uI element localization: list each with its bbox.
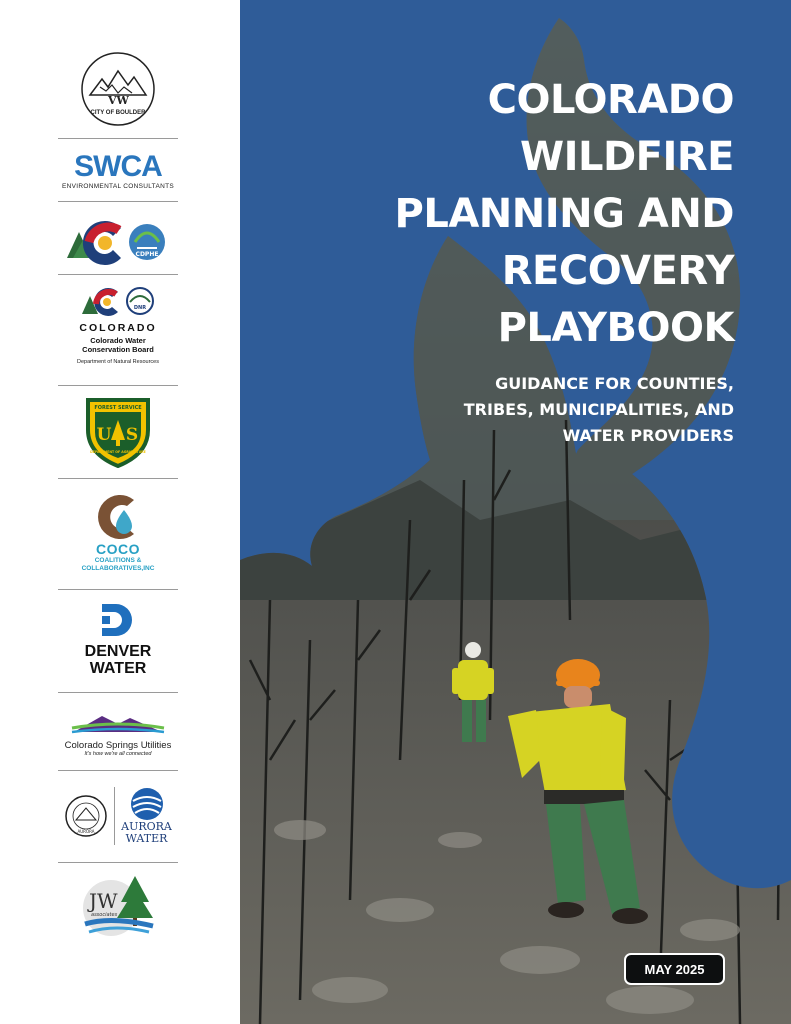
jw-sub: associates [91, 912, 118, 918]
cwcb-state: COLORADO [79, 322, 157, 334]
aurora-water-logo [58, 780, 178, 852]
cover-title [294, 72, 734, 357]
usfs-top-text: FOREST SERVICE [94, 405, 142, 411]
usfs-logo [58, 393, 178, 471]
title-line: COLORADO [487, 77, 734, 123]
coco-wordmark: COCO [96, 541, 140, 557]
colorado-dnr-icon [78, 284, 158, 318]
forest-service-shield-icon [84, 396, 152, 468]
swca-tagline: ENVIRONMENTAL CONSULTANTS [62, 182, 174, 190]
divider [58, 138, 178, 139]
publication-date-badge: MAY 2025 [624, 953, 725, 985]
aurora-water-line1: AURORA [121, 820, 172, 833]
denver-water-line1: DENVER [84, 643, 152, 660]
svg-text:VW: VW [108, 94, 129, 107]
colorado-springs-utilities-logo [58, 701, 178, 765]
csu-mountain-icon [68, 710, 168, 736]
city-of-boulder-logo [58, 48, 178, 130]
colorado-cdphe-icon [63, 212, 173, 268]
divider [58, 385, 178, 386]
denver-water-logo [58, 600, 178, 682]
usfs-bottom-text: DEPARTMENT OF AGRICULTURE [90, 450, 146, 454]
denver-water-d-icon [98, 600, 138, 640]
usfs-s: S [125, 425, 139, 445]
cdphe-badge-text: CDPHE [135, 251, 159, 258]
city-of-boulder-text: CITY OF BOULDER [90, 110, 146, 116]
coco-line1: COALITIONS & [94, 557, 142, 564]
divider [58, 862, 178, 863]
cwcb-department: Department of Natural Resources [77, 359, 159, 365]
coco-logo [58, 488, 178, 580]
divider [58, 478, 178, 479]
csu-name: Colorado Springs Utilities [64, 739, 172, 751]
denver-water-line2: WATER [89, 660, 147, 677]
jw-associates-logo [58, 872, 178, 942]
divider [58, 201, 178, 202]
swca-wordmark: SWCA [74, 149, 162, 183]
city-of-boulder-seal-icon [78, 49, 158, 129]
divider [58, 770, 178, 771]
partner-logo-sidebar [0, 0, 240, 1024]
jw-associates-icon [81, 874, 155, 940]
jw-mark: JW [89, 889, 118, 913]
csu-tagline: It's how we're all connected [84, 750, 152, 757]
cdphe-logo [58, 210, 178, 270]
aurora-water-line2: WATER [125, 832, 168, 845]
subtitle-line: GUIDANCE FOR COUNTIES, [495, 374, 734, 393]
divider [58, 274, 178, 275]
subtitle-line: TRIBES, MUNICIPALITIES, AND [463, 400, 734, 419]
dnr-badge-text: DNR [133, 305, 147, 311]
aurora-water-wave-icon [129, 787, 165, 821]
title-line: PLANNING AND [394, 191, 734, 237]
coco-drop-icon [94, 488, 142, 542]
cover-subtitle [374, 371, 734, 449]
subtitle-line: WATER PROVIDERS [562, 426, 734, 445]
cover-panel [240, 0, 791, 1024]
divider [58, 692, 178, 693]
aurora-seal-text: AURORA [77, 829, 95, 834]
swca-logo [58, 146, 178, 194]
usfs-u: U [96, 425, 112, 445]
title-line: RECOVERY [501, 248, 734, 294]
coco-line2: COLLABORATIVES,INC [81, 565, 155, 572]
cwcb-line2: Conservation Board [82, 345, 154, 354]
cwcb-line1: Colorado Water [90, 336, 146, 345]
divider [58, 589, 178, 590]
title-line: PLAYBOOK [497, 305, 734, 351]
cwcb-logo [58, 284, 178, 376]
title-line: WILDFIRE [519, 134, 734, 180]
aurora-seal-icon [64, 794, 108, 838]
